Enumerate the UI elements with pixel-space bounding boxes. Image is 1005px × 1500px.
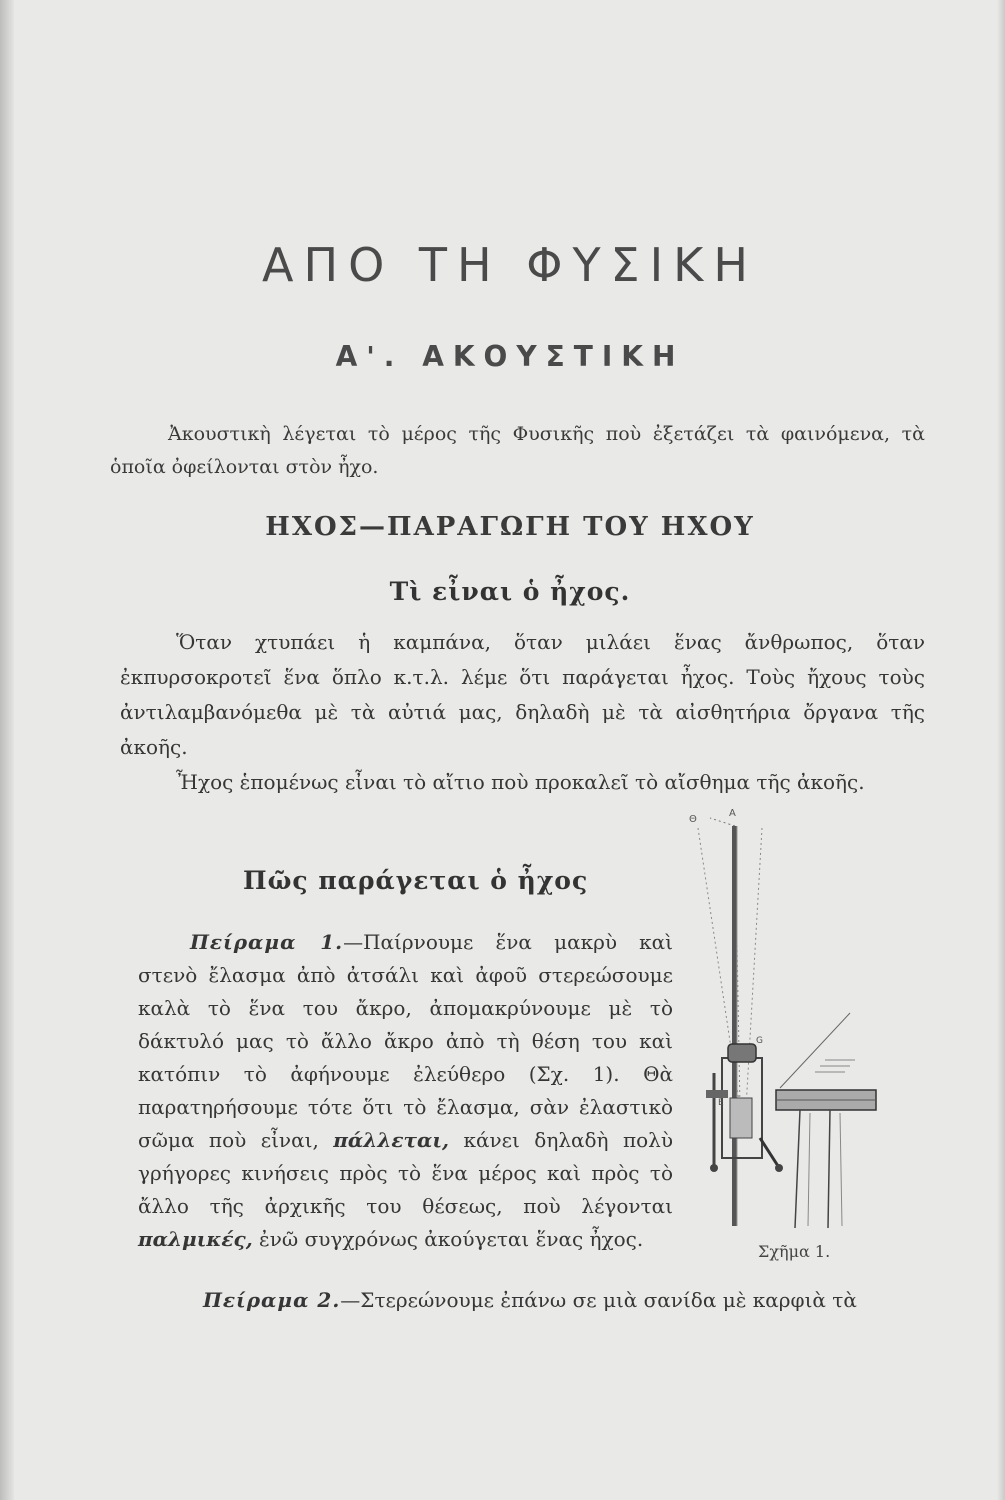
figure-label-a: Α [729, 808, 736, 819]
sound-paragraph-1: Ὅταν χτυπάει ἡ καμπάνα, ὅταν μιλάει ἕνας ἄνθρωπος, ὅταν ἐκπυρσοκροτεῖ ἕνα ὅπλο κ.τ.λ. λέμε ὅτι παράγεται ἦχος. Τοὺς ἤχους τοὺς ἀντιλαμβανόμεθα μὲ τὰ αὐτιά μας, δηλαδὴ μὲ τὰ αἰσθητήρια ὄργανα τῆς ἀκοῆς. [120, 630, 925, 759]
experiment-1-emphasis-vibrates: πάλλεται, [333, 1128, 449, 1152]
experiment-1-text-c: ἐνῶ συγχρόνως ἀκούγεται ἕνας ἦχος. [252, 1227, 644, 1251]
vibrating-strip-clamp-illustration-icon [680, 808, 880, 1248]
what-is-sound-heading: Τὶ εἶναι ὁ ἦχος. [389, 577, 631, 606]
experiment-1-emphasis-oscillations: παλμικές, [138, 1227, 253, 1251]
page-spine-shadow [0, 0, 14, 1500]
experiment-2-text: —Στερεώνουμε ἐπάνω σε μιὰ σανίδα μὲ καρφιὰ τὰ [340, 1288, 857, 1312]
figure-label-b: Θ [689, 814, 697, 825]
page-edge-shadow [997, 0, 1005, 1500]
experiment-2-paragraph [138, 1284, 938, 1317]
experiment-1-label: Πείραμα 1. [190, 930, 344, 954]
experiment-1-text-a: —Παίρνουμε ἕνα μακρὺ καὶ στενὸ ἔλασμα ἀπὸ ἀτσάλι καὶ ἀφοῦ στερεώσουμε καλὰ τὸ ἕνα του ἄκρο, ἀπομακρύνουμε μὲ τὸ δάκτυλό μας τὸ ἄλλο ἄκρο ἀπὸ τὴ θέση του καὶ κατόπιν τὸ ἀφήνουμε ἐλεύθερο (Σχ. 1). Θὰ παρατηρήσουμε τότε ὅτι τὸ ἔλασμα, σὰν ἐλαστικὸ σῶμα ποὺ εἶναι, [138, 930, 674, 1152]
experiment-1-text-b: κάνει δηλαδὴ πολὺ γρήγορες κινήσεις πρὸς τὸ ἕνα μέρος καὶ πρὸς τὸ ἄλλο τῆς ἀρχικῆς του θέσεως, ποὺ λέγονται [138, 1128, 674, 1218]
figure-label-e: E [718, 1098, 724, 1108]
sound-paragraph-2: Ἦχος ἑπομένως εἶναι τὸ αἴτιο ποὺ προκαλεῖ τὸ αἴσθημα τῆς ἀκοῆς. [176, 770, 865, 794]
figure-1 [680, 808, 880, 1248]
main-title: ΑΠΟ ΤΗ ΦΥΣΙΚΗ [262, 238, 758, 292]
sound-production-title: ΗΧΟΣ—ΠΑΡΑΓΩΓΗ ΤΟΥ ΗΧΟΥ [265, 512, 755, 542]
section-title: Α'. ΑΚΟΥΣΤΙΚΗ [335, 340, 685, 373]
intro-paragraph: Ἀκουστικὴ λέγεται τὸ μέρος τῆς Φυσικῆς ποὺ ἐξετάζει τὰ φαινόμενα, τὰ ὁποῖα ὀφείλονται στὸν ἦχο. [110, 423, 925, 478]
experiment-2-label: Πείραμα 2. [203, 1288, 341, 1312]
figure-label-g: G [756, 1036, 763, 1046]
figure-caption: Σχῆμα 1. [758, 1242, 831, 1261]
experiment-1-paragraph [138, 926, 673, 1256]
how-sound-is-produced-heading: Πῶς παράγεται ὁ ἦχος [243, 866, 589, 895]
